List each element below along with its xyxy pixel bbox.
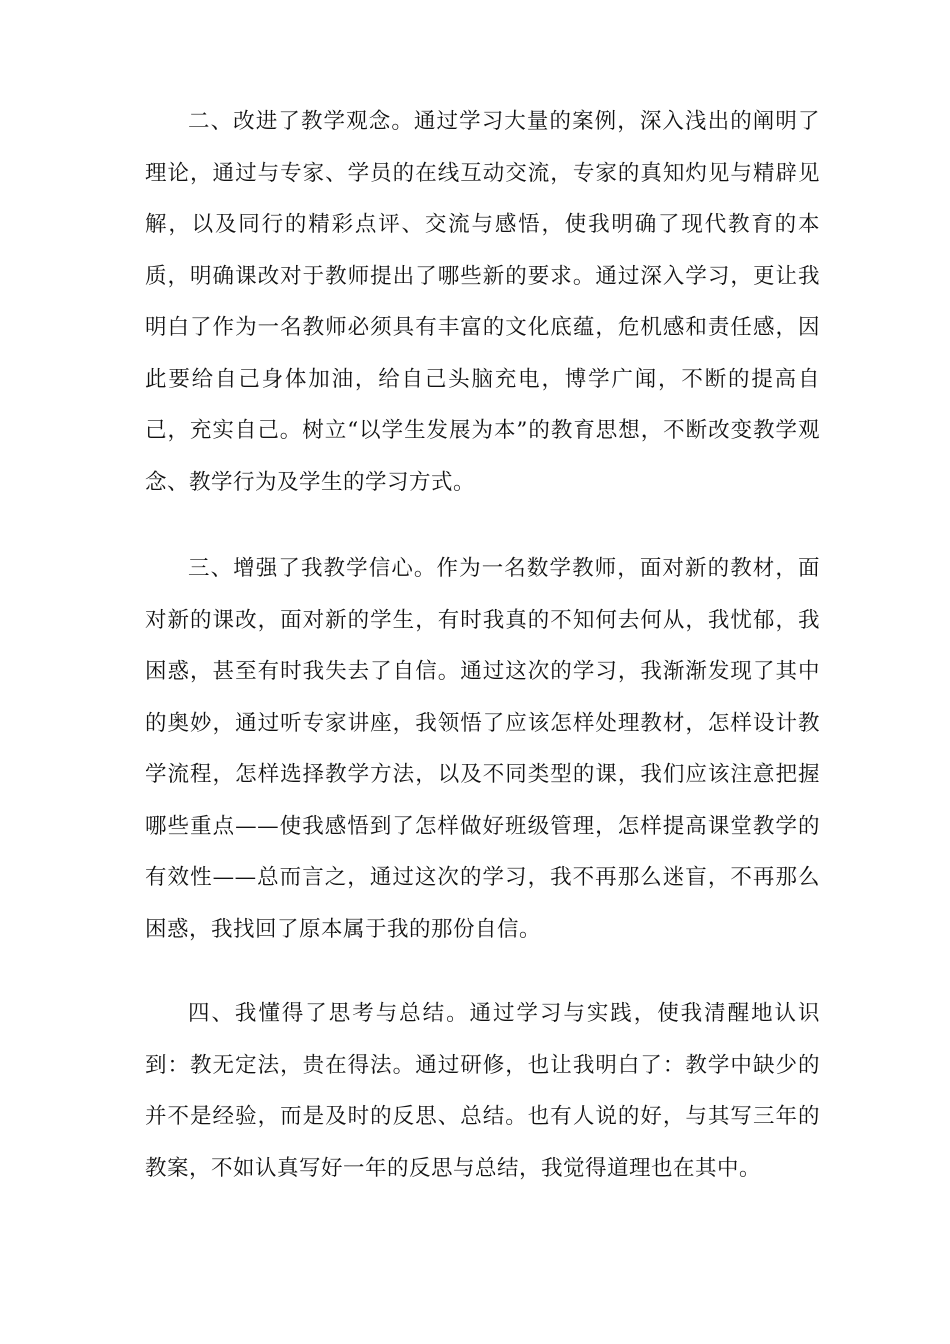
paragraph-two: 二、改进了教学观念。通过学习大量的案例，深入浅出的阐明了理论，通过与专家、学员的在线互动交流，专家的真知灼见与精辟见解，以及同行的精彩点评、交流与感悟，使我明确了现代教育的本质，明确课改对于教师提出了哪些新的要求。通过深入学习，更让我明白了作为一名教师必须具有丰富的文化底蕴，危机感和责任感，因此要给自己身体加油，给自己头脑充电，博学广闻，不断的提高自己，充实自己。树立“以学生发展为本”的教育思想，不断改变教学观念、教学行为及学生的学习方式。 xyxy=(145,109,820,495)
paragraph-four: 四、我懂得了思考与总结。通过学习与实践，使我清醒地认识到：教无定法，贵在得法。通过研修，也让我明白了：教学中缺少的并不是经验，而是及时的反思、总结。也有人说的好，与其写三年的教案，不如认真写好一年的反思与总结，我觉得道理也在其中。 xyxy=(145,1001,820,1181)
paragraph-three: 三、增强了我教学信心。作为一名数学教师，面对新的教材，面对新的课改，面对新的学生，有时我真的不知何去何从，我忧郁，我困惑，甚至有时我失去了自信。通过这次的学习，我渐渐发现了其中的奥妙，通过听专家讲座，我领悟了应该怎样处理教材，怎样设计教学流程，怎样选择教学方法，以及不同类型的课，我们应该注意把握哪些重点——使我感悟到了怎样做好班级管理，怎样提高课堂教学的有效性——总而言之，通过这次的学习，我不再那么迷盲，不再那么困惑，我找回了原本属于我的那份自信。 xyxy=(145,556,820,942)
